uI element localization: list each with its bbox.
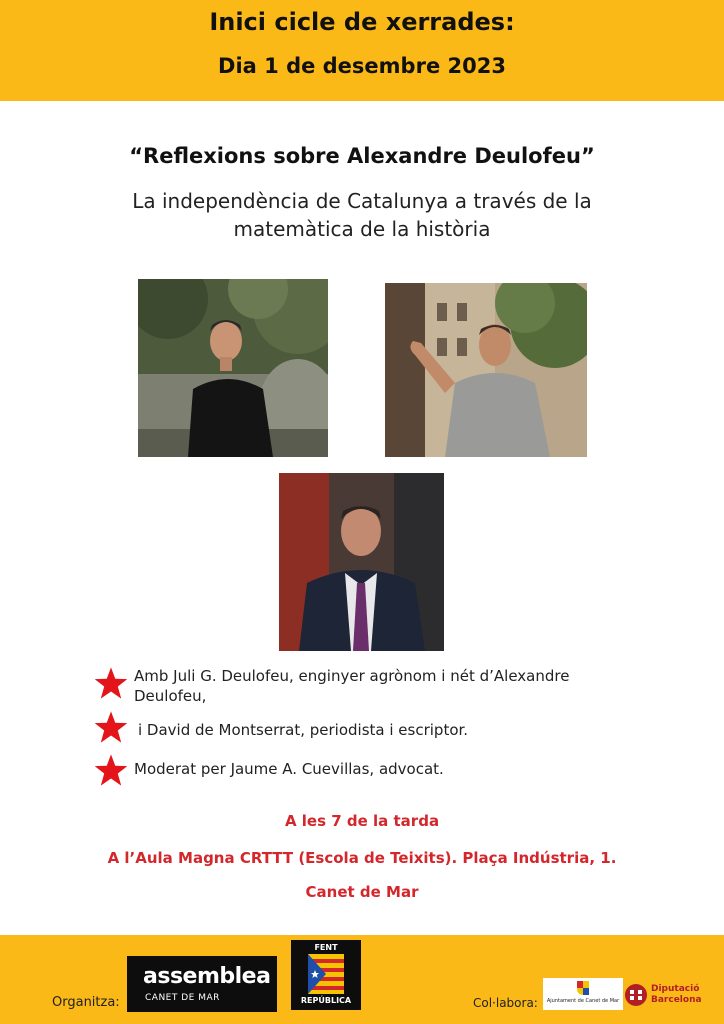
footer-banner <box>0 935 724 1024</box>
event-town: Canet de Mar <box>305 883 419 901</box>
assemblea-place: CANET DE MAR <box>145 993 220 1003</box>
colabora-label: Col·labora: <box>473 996 538 1010</box>
organitza-label: Organitza: <box>52 995 120 1010</box>
talk-title: “Reflexions sobre Alexandre Deulofeu” <box>129 144 595 168</box>
list-item <box>94 666 634 706</box>
assemblea-name: assemblea <box>143 964 271 989</box>
top-banner <box>0 0 724 101</box>
speaker-photo-2 <box>385 283 587 457</box>
speaker-photo-1 <box>138 279 328 457</box>
event-date: Dia 1 de desembre 2023 <box>218 54 506 78</box>
fent-republica-logo <box>291 940 361 1010</box>
star-icon <box>94 710 128 744</box>
speaker-text: Moderat per Jaume A. Cuevillas, advocat. <box>134 760 444 778</box>
republica-label: REPÚBLICA <box>300 996 352 1005</box>
ajuntament-text: Ajuntament de Canet de Mar <box>546 998 620 1004</box>
event-time: A les 7 de la tarda <box>284 812 440 830</box>
senyera-icon <box>308 954 344 994</box>
cycle-title: Inici cicle de xerrades: <box>209 8 515 36</box>
fent-label: FENT <box>314 943 338 952</box>
diputacio-line1: Diputació <box>651 984 700 994</box>
shield-icon <box>577 981 589 995</box>
speaker-text: i David de Montserrat, periodista i escriptor. <box>138 721 469 739</box>
event-place: A l’Aula Magna CRTTT (Escola de Teixits). Plaça Indústria, 1. <box>107 849 617 867</box>
talk-subtitle: La independència de Catalunya a través de la matemàtica de la història <box>132 189 592 241</box>
speaker-text: Amb Juli G. Deulofeu, enginyer agrònom i nét d’Alexandre Deulofeu, <box>134 667 570 705</box>
assemblea-logo <box>127 956 277 1012</box>
diputacio-line2: Barcelona <box>651 995 702 1005</box>
list-item <box>94 720 634 740</box>
diputacio-logo <box>625 983 720 1009</box>
ajuntament-logo <box>543 978 623 1010</box>
star-icon <box>94 753 128 787</box>
diputacio-mark-icon <box>625 984 647 1006</box>
list-item <box>94 759 634 779</box>
star-icon <box>94 666 128 700</box>
speaker-photo-3 <box>279 473 444 651</box>
